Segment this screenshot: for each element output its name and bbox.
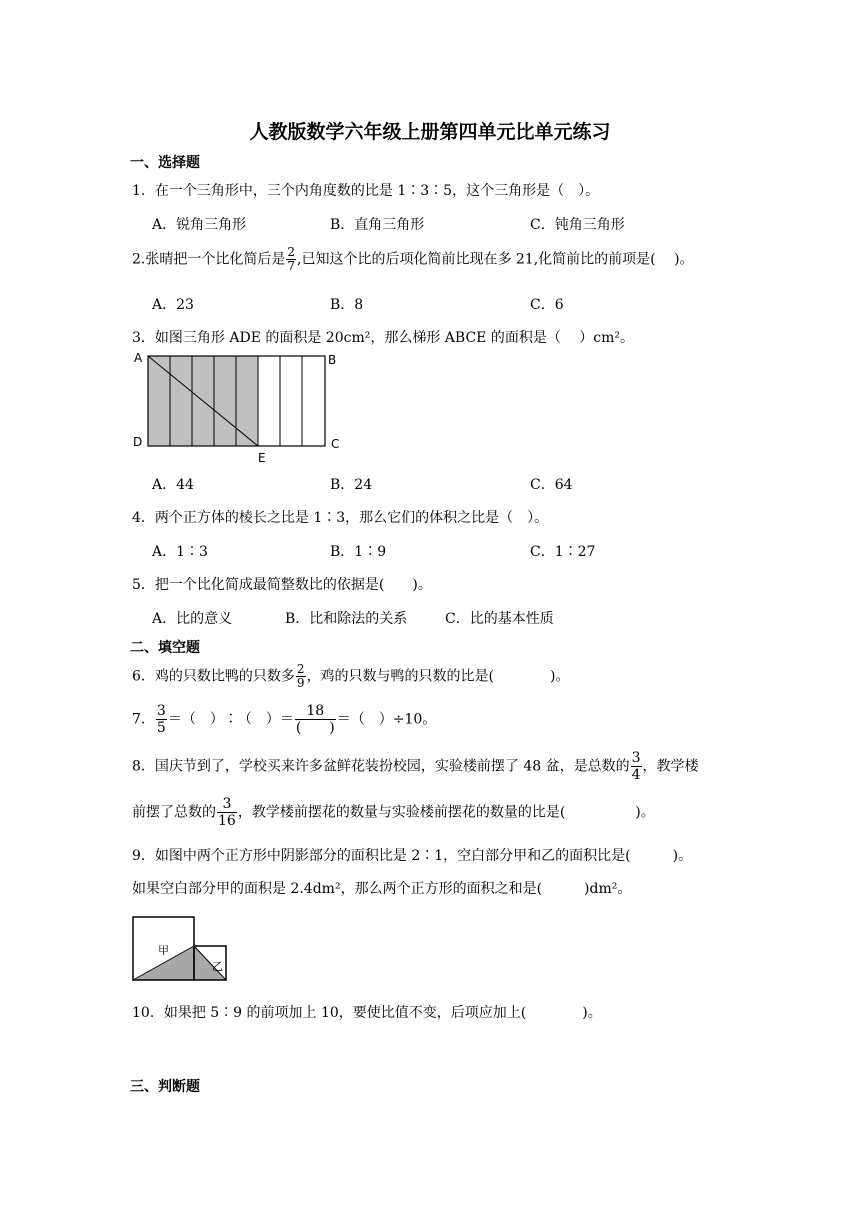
question-3-option-a: A．44 <box>152 477 194 493</box>
question-2-text-post: ,已知这个比的后项化简前比现在多 21,化简前比的前项是( )。 <box>297 251 694 268</box>
section-heading-choice: 一、选择题 <box>130 155 200 171</box>
question-7-text <box>132 703 436 736</box>
question-2-option-c: C．6 <box>530 297 564 313</box>
question-2-option-b: B．8 <box>330 297 364 313</box>
label-jia: 甲 <box>158 944 169 957</box>
question-9-line-2: 如果空白部分甲的面积是 2.4dm²，那么两个正方形的面积之和是( )dm²。 <box>132 881 632 897</box>
question-8-line-1-post: ，教学楼 <box>642 758 699 775</box>
label-c: C <box>331 437 340 451</box>
question-6-fraction <box>296 663 306 690</box>
question-9-figure <box>130 914 240 984</box>
fraction-denominator: 16 <box>218 813 236 829</box>
fraction-denominator: 4 <box>631 767 641 783</box>
section-heading-fill-blank: 二、填空题 <box>130 640 200 656</box>
question-3-option-b: B．24 <box>330 477 373 493</box>
fraction-denominator: 9 <box>296 676 305 690</box>
fraction-numerator: 2 <box>287 245 295 259</box>
question-8-line-2-pre: 前摆了总数的 <box>132 804 216 821</box>
question-8-fraction-1 <box>631 750 642 783</box>
label-e: E <box>258 451 266 464</box>
label-yi: 乙 <box>212 960 223 973</box>
question-2-fraction <box>286 246 296 273</box>
question-6-text-pre: 6．鸡的只数比鸭的只数多 <box>132 668 295 685</box>
question-6-text-post: ，鸡的只数与鸭的只数的比是( )。 <box>306 668 570 685</box>
question-3-figure <box>130 348 350 464</box>
fraction-numerator: 2 <box>296 662 305 676</box>
question-7-fraction-1 <box>156 703 167 736</box>
question-7-fraction-2 <box>295 703 336 736</box>
question-8-fraction-2 <box>217 796 237 829</box>
question-8-line-2-post: ，教学楼前摆花的数量与实验楼前摆花的数量的比是( )。 <box>237 804 655 821</box>
fraction-denominator: 7 <box>287 259 295 273</box>
question-1-option-a: A．锐角三角形 <box>152 217 247 233</box>
question-2-option-a: A．23 <box>152 297 194 313</box>
fraction-numerator: 3 <box>631 750 641 766</box>
question-2-text-pre: 2.张晴把一个比化简后是 <box>132 251 286 268</box>
question-9-line-1: 9．如图中两个正方形中阴影部分的面积比是 2∶1，空白部分甲和乙的面积比是( )。 <box>132 848 693 864</box>
question-10-text: 10．如果把 5∶9 的前项加上 10，要使比值不变，后项应加上( )。 <box>132 1005 602 1021</box>
question-1-option-b: B．直角三角形 <box>330 217 425 233</box>
fraction-denominator: 5 <box>156 720 166 736</box>
fraction-numerator: 18 <box>295 703 336 720</box>
label-d: D <box>133 435 143 449</box>
question-4-option-c: C．1∶27 <box>530 544 596 560</box>
question-4-text: 4．两个正方体的棱长之比是 1∶3，那么它们的体积之比是（ ）。 <box>132 510 549 526</box>
fraction-numerator: 3 <box>217 796 237 813</box>
section-heading-true-false: 三、判断题 <box>130 1079 200 1095</box>
question-7-number: 7． <box>132 711 155 728</box>
question-1-text: 1．在一个三角形中，三个内角度数的比是 1∶3∶5，这个三角形是（ ）。 <box>132 183 600 199</box>
question-6-text <box>132 663 570 690</box>
question-5-text: 5．把一个比化简成最简整数比的依据是( )。 <box>132 577 432 593</box>
question-3-text: 3．如图三角形 ADE 的面积是 20cm²，那么梯形 ABCE 的面积是（ ）cm²。 <box>132 330 635 346</box>
question-2-text <box>132 246 694 273</box>
question-7-text-post: ＝（ ）÷10。 <box>336 711 437 728</box>
label-b: B <box>328 353 337 367</box>
question-4-option-a: A．1∶3 <box>152 544 208 560</box>
fraction-numerator: 3 <box>156 703 166 719</box>
question-1-option-c: C．钝角三角形 <box>530 217 625 233</box>
label-a: A <box>134 351 143 365</box>
question-8-line-1-pre: 8．国庆节到了，学校买来许多盆鲜花装扮校园，实验楼前摆了 48 盆，是总数的 <box>132 758 630 775</box>
question-3-option-c: C．64 <box>530 477 573 493</box>
question-8-line-1 <box>132 750 699 783</box>
question-5-option-b: B．比和除法的关系 <box>285 611 408 627</box>
question-4-option-b: B．1∶9 <box>330 544 387 560</box>
fraction-denominator: ( ) <box>295 720 335 736</box>
question-7-text-mid: ＝（ ）∶（ ）＝ <box>167 711 294 728</box>
question-5-option-a: A．比的意义 <box>152 611 233 627</box>
question-5-option-c: C．比的基本性质 <box>445 611 554 627</box>
page-title: 人教版数学六年级上册第四单元比单元练习 <box>249 121 611 143</box>
question-8-line-2 <box>132 796 655 829</box>
